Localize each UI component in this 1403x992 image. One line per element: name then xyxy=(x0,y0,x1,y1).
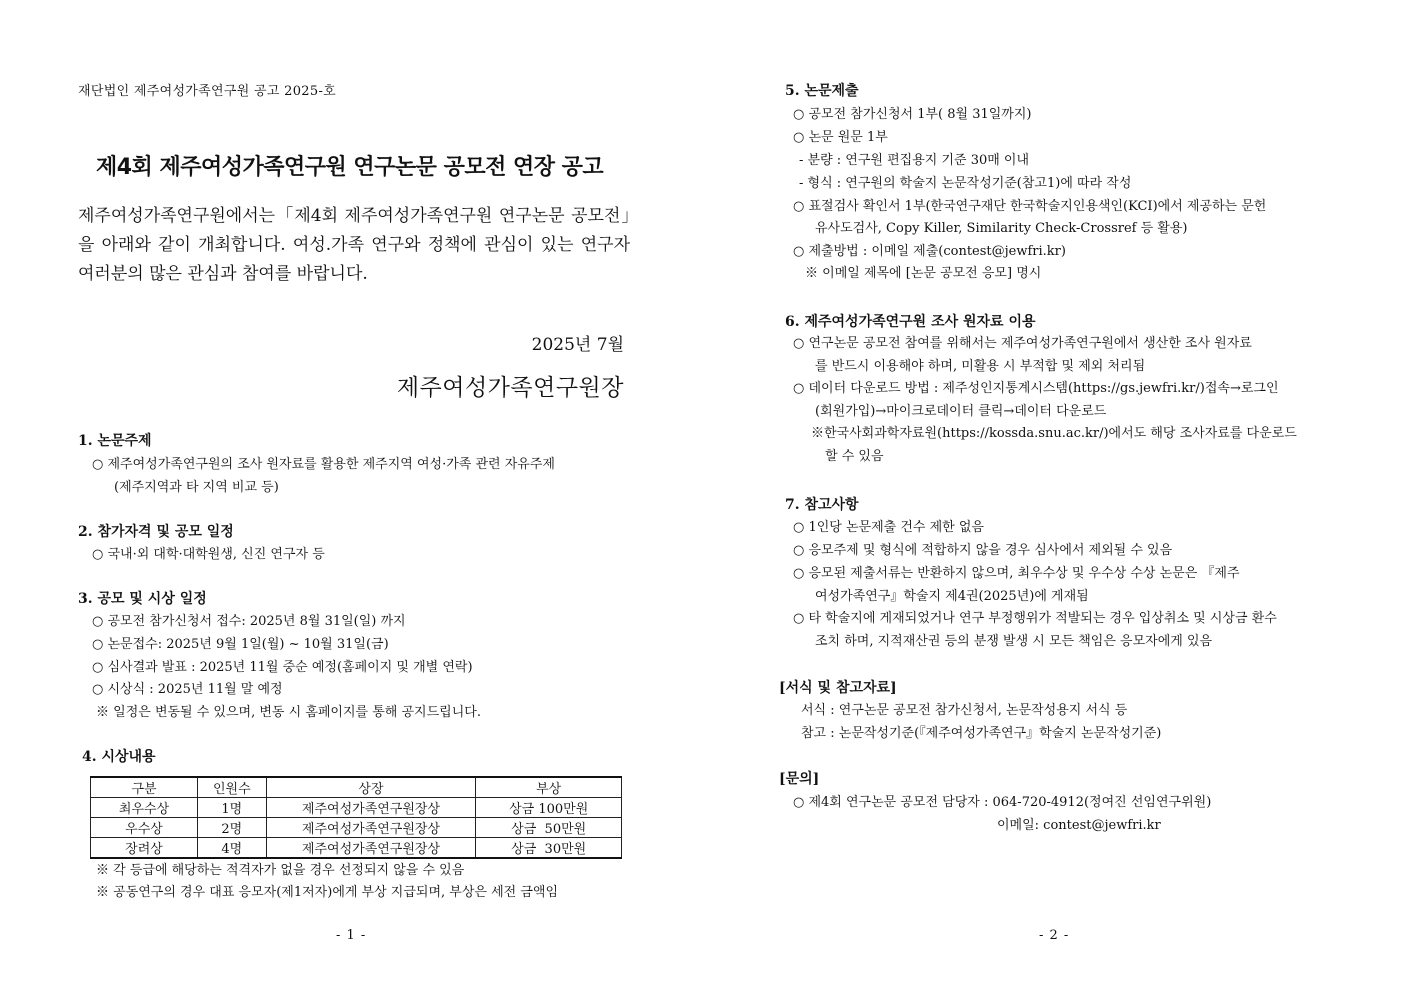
list-item: ○ 제출방법 : 이메일 제출(contest@jewfri.kr) xyxy=(793,244,1066,259)
table-cell: 상금 100만원 xyxy=(476,798,622,818)
list-item: ○ 공모전 참가신청서 1부( 8월 31일까지) xyxy=(793,107,1032,122)
list-item: ○ 응모주제 및 형식에 적합하지 않을 경우 심사에서 제외될 수 있음 xyxy=(793,543,1173,558)
intro-paragraph: 제주여성가족연구원에서는「제4회 제주여성가족연구원 연구논문 공모전」을 아래와 같이 개최합니다. 여성.가족 연구와 정책에 관심이 있는 연구자 여러분의 많은 관심과 참여를 바랍니다. xyxy=(78,206,630,284)
list-item: ○ 1인당 논문제출 건수 제한 없음 xyxy=(793,520,984,535)
announcement-date: 2025년 7월 xyxy=(531,335,624,355)
page-number: - 2 - xyxy=(1039,928,1070,943)
section-3-heading: 3. 공모 및 시상 일정 xyxy=(78,591,207,607)
list-item: ○ 심사결과 발표 : 2025년 11월 중순 예정(홈페이지 및 개별 연락) xyxy=(92,660,473,675)
section-5-heading: 5. 논문제출 xyxy=(785,83,859,99)
forms-heading: [서식 및 참고자료] xyxy=(779,680,897,696)
table-row xyxy=(91,838,622,859)
award-note: ※ 공동연구의 경우 대표 응모자(제1저자)에게 부상 지급되며, 부상은 세전 금액임 xyxy=(96,885,559,900)
section-7-heading: 7. 참고사항 xyxy=(785,497,859,513)
list-item: - 형식 : 연구원의 학술지 논문작성기준(참고1)에 따라 작성 xyxy=(799,176,1132,191)
table-header-row xyxy=(91,777,622,798)
list-item: - 분량 : 연구원 편집용지 기준 30매 이내 xyxy=(799,153,1030,168)
list-note: ※한국사회과학자료원(https://kossda.snu.ac.kr/)에서도 해당 조사자료를 다운로드 xyxy=(811,426,1297,441)
table-cell: 2명 xyxy=(198,818,267,838)
list-item: ○ 국내·외 대학·대학원생, 신진 연구자 등 xyxy=(92,547,325,562)
table-cell: 상금 50만원 xyxy=(476,818,622,838)
table-row xyxy=(91,818,622,838)
contact-heading: [문의] xyxy=(779,771,820,787)
column-header: 구분 xyxy=(91,777,198,798)
list-note: 할 수 있음 xyxy=(825,449,884,464)
column-header: 인원수 xyxy=(198,777,267,798)
list-item: ○ 타 학술지에 게재되었거나 연구 부정행위가 적발되는 경우 입상취소 및 시상금 환수 xyxy=(793,611,1277,626)
table-cell: 장려상 xyxy=(91,838,198,859)
list-item: ○ 제주여성가족연구원의 조사 원자료를 활용한 제주지역 여성·가족 관련 자유주제 xyxy=(92,457,555,472)
list-item: 를 반드시 이용해야 하며, 미활용 시 부적합 및 제외 처리됨 xyxy=(815,359,1146,374)
page-number: - 1 - xyxy=(336,928,367,943)
list-note: ※ 이메일 제목에 [논문 공모전 응모] 명시 xyxy=(805,266,1042,281)
list-item: (회원가입)→마이크로데이터 클릭→데이터 다운로드 xyxy=(815,404,1107,419)
schedule-note: ※ 일정은 변동될 수 있으며, 변동 시 홈페이지를 통해 공지드립니다. xyxy=(96,705,481,720)
forms-item: 참고 : 논문작성기준(『제주여성가족연구』학술지 논문작성기준) xyxy=(801,726,1162,741)
table-cell: 우수상 xyxy=(91,818,198,838)
forms-item: 서식 : 연구논문 공모전 참가신청서, 논문작성용지 서식 등 xyxy=(801,703,1128,718)
column-header: 상장 xyxy=(266,777,476,798)
notice-number: 재단법인 제주여성가족연구원 공고 2025-호 xyxy=(78,84,337,99)
table-cell: 제주여성가족연구원장상 xyxy=(266,798,476,818)
contact-email: 이메일: contest@jewfri.kr xyxy=(997,818,1161,833)
section-1-heading: 1. 논문주제 xyxy=(78,433,152,449)
page-2 xyxy=(701,0,1403,992)
table-cell: 1명 xyxy=(198,798,267,818)
list-item: ○ 연구논문 공모전 참여를 위해서는 제주여성가족연구원에서 생산한 조사 원자료 xyxy=(793,336,1252,351)
award-table xyxy=(90,776,622,859)
list-item: 조치 하며, 지적재산권 등의 분쟁 발생 시 모든 책임은 응모자에게 있음 xyxy=(815,634,1213,649)
contact-person: ○ 제4회 연구논문 공모전 담당자 : 064-720-4912(정여진 선임연구위원) xyxy=(793,795,1212,810)
table-cell: 4명 xyxy=(198,838,267,859)
page-title: 제4회 제주여성가족연구원 연구논문 공모전 연장 공고 xyxy=(96,155,604,180)
list-item: ○ 논문 원문 1부 xyxy=(793,130,888,145)
list-item: ○ 공모전 참가신청서 접수: 2025년 8월 31일(일) 까지 xyxy=(92,614,406,629)
list-item: ○ 표절검사 확인서 1부(한국연구재단 한국학술지인용색인(KCI)에서 제공하는 문헌 xyxy=(793,199,1267,214)
list-item: 여성가족연구』학술지 제4권(2025년)에 게재됨 xyxy=(815,589,1089,604)
list-item: ○ 시상식 : 2025년 11월 말 예정 xyxy=(92,682,283,697)
section-2-heading: 2. 참가자격 및 공모 일정 xyxy=(78,524,234,540)
table-cell: 제주여성가족연구원장상 xyxy=(266,838,476,859)
page-1 xyxy=(0,0,700,992)
table-cell: 최우수상 xyxy=(91,798,198,818)
list-item: (제주지역과 타 지역 비교 등) xyxy=(114,480,279,495)
award-note: ※ 각 등급에 해당하는 적격자가 없을 경우 선정되지 않을 수 있음 xyxy=(96,863,465,878)
signer: 제주여성가족연구원장 xyxy=(396,375,624,401)
list-item: ○ 논문접수: 2025년 9월 1일(월) ~ 10월 31일(금) xyxy=(92,637,389,652)
table-row xyxy=(91,798,622,818)
list-item: 유사도검사, Copy Killer, Similarity Check-Crossref 등 활용) xyxy=(815,221,1188,236)
table-cell: 제주여성가족연구원장상 xyxy=(266,818,476,838)
column-header: 부상 xyxy=(476,777,622,798)
table-cell: 상금 30만원 xyxy=(476,838,622,859)
section-4-heading: 4. 시상내용 xyxy=(82,749,156,765)
list-item: ○ 데이터 다운로드 방법 : 제주성인지통계시스템(https://gs.jewfri.kr/)접속→로그인 xyxy=(793,381,1279,396)
section-6-heading: 6. 제주여성가족연구원 조사 원자료 이용 xyxy=(785,314,1036,330)
list-item: ○ 응모된 제출서류는 반환하지 않으며, 최우수상 및 우수상 수상 논문은 『제주 xyxy=(793,566,1240,581)
